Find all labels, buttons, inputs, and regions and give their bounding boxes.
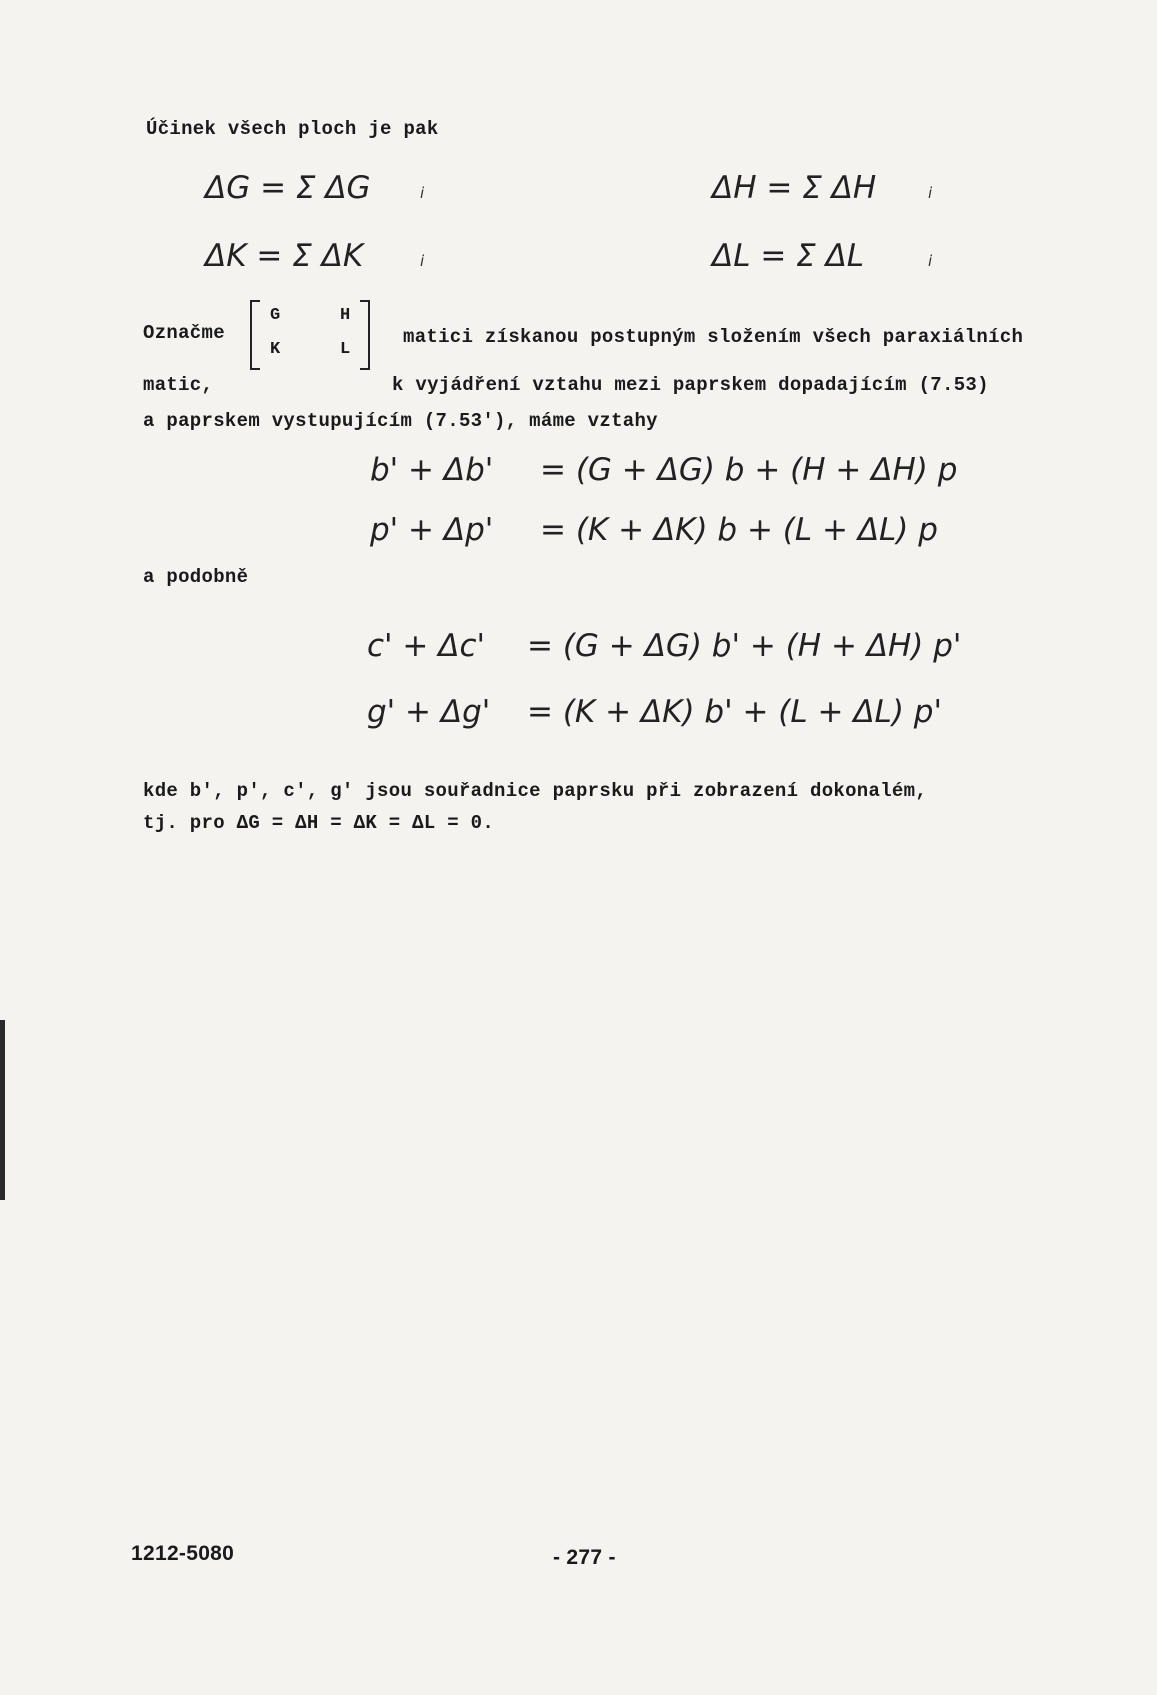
eq4-rhs: = (K + ΔK) b' + (L + ΔL) p': [527, 694, 942, 730]
intro-line: Účinek všech ploch je pak: [146, 118, 439, 140]
sum-delta-l: ΔL = Σ ΔL: [712, 238, 865, 274]
eq2-lhs: p' + Δp': [370, 512, 494, 548]
eq2-rhs: = (K + ΔK) b + (L + ΔL) p: [540, 512, 938, 548]
sum-delta-g: ΔG = Σ ΔG: [205, 170, 371, 206]
tj-line: tj. pro ΔG = ΔH = ΔK = ΔL = 0.: [143, 812, 495, 834]
matrix-cell-l: L: [340, 340, 351, 359]
eq1-rhs: = (G + ΔG) b + (H + ΔH) p: [540, 452, 958, 488]
page-number: - 277 -: [553, 1546, 616, 1569]
matrix-left-bracket: [250, 300, 260, 370]
footer-code: 1212-5080: [131, 1542, 235, 1565]
sum-delta-h: ΔH = Σ ΔH: [712, 170, 877, 206]
matrix-ghkl: [250, 300, 370, 368]
sum-delta-g-subscript: i: [420, 184, 425, 202]
podobne-line: a podobně: [143, 566, 249, 588]
line-vyjadreni: k vyjádření vztahu mezi paprskem dopadajícím (7.53): [392, 374, 989, 396]
scan-edge-shadow: [0, 1020, 5, 1200]
matic-word: matic,: [143, 374, 214, 396]
eq3-lhs: c' + Δc': [367, 628, 486, 664]
sum-delta-k-subscript: i: [420, 252, 425, 270]
sum-delta-h-subscript: i: [928, 184, 933, 202]
sum-delta-k: ΔK = Σ ΔK: [205, 238, 364, 274]
eq4-lhs: g' + Δg': [367, 694, 491, 730]
kde-line: kde b', p', c', g' jsou souřadnice paprsku při zobrazení dokonalém,: [143, 780, 928, 802]
eq1-lhs: b' + Δb': [370, 452, 494, 488]
oznacme-word: Označme: [143, 322, 225, 344]
matrix-cell-k: K: [270, 340, 281, 359]
matrix-cell-h: H: [340, 306, 351, 325]
sum-delta-l-subscript: i: [928, 252, 933, 270]
matrix-description: matici získanou postupným složením všech paraxiálních: [403, 326, 1024, 348]
matrix-right-bracket: [360, 300, 370, 370]
eq3-rhs: = (G + ΔG) b' + (H + ΔH) p': [527, 628, 962, 664]
line-vystupujicim: a paprskem vystupujícím (7.53'), máme vztahy: [143, 410, 658, 432]
matrix-cell-g: G: [270, 306, 281, 325]
